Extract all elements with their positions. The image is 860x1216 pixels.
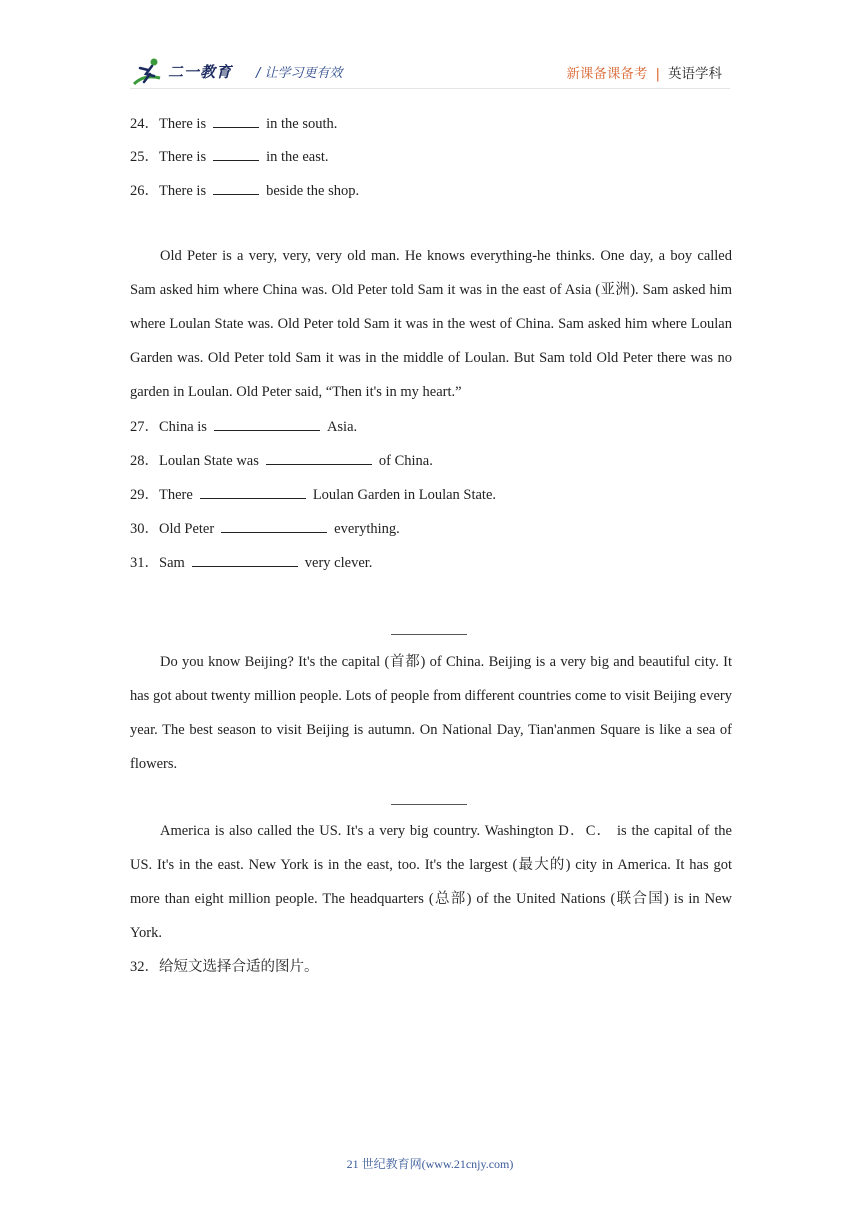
answer-blank[interactable] [214, 417, 320, 431]
question-25: 25．There is in the east. [130, 149, 329, 165]
answer-blank[interactable] [213, 147, 259, 161]
runner-logo-icon [130, 56, 170, 88]
answer-blank[interactable] [213, 181, 259, 195]
question-24: 24．There is in the south. [130, 116, 338, 132]
logo [130, 56, 250, 88]
question-30: 30．Old Peter everything. [130, 521, 400, 537]
passage-america: America is also called the US. It's a very big country. Washington D．C． is the capital of the US. It's in the east. New York is in the east, too. It's the largest (最大的) city in America. It has got more than eight million people. The headquarters (总部) of the United Nations (联合国) is in New York. [130, 823, 732, 941]
question-32: 32．给短文选择合适的图片。 [130, 959, 319, 975]
header-subject: 英语学科 [668, 66, 722, 82]
answer-blank[interactable] [213, 114, 259, 128]
header-right [566, 62, 722, 82]
page-footer: 21 世纪教育网(www.21cnjy.com) [346, 1157, 514, 1171]
question-28: 28．Loulan State was of China. [130, 453, 433, 469]
passage-old-peter: Old Peter is a very, very, very old man. He knows everything-he thinks. One day, a boy called Sam asked him where China was. Old Peter told Sam it was in the east of Asia (亚洲). Sam asked him where Loulan State was. Old Peter told Sam it was in the west of China. Sam asked him where Loulan Garden was. Old Peter told Sam it was in the middle of Loulan. But Sam told Old Peter there was no garden in Loulan. Old Peter said, “Then it's in my heart.” [130, 248, 732, 400]
passage-beijing: Do you know Beijing? It's the capital (首都) of China. Beijing is a very big and beautiful city. It has got about twenty million people. Lots of people from different countries come to visit Beijing every year. The best season to visit Beijing is autumn. On National Day, Tian'anmen Square is like a sea of flowers. [130, 654, 732, 772]
question-31: 31．Sam very clever. [130, 555, 373, 571]
passage-divider [391, 804, 467, 805]
header-tag-left: 新课备课备考 [566, 66, 648, 82]
answer-blank[interactable] [221, 519, 327, 533]
header-separator: | [655, 66, 660, 82]
page-header [130, 56, 730, 92]
header-divider [130, 88, 730, 89]
answer-blank[interactable] [200, 485, 306, 499]
answer-blank[interactable] [192, 553, 298, 567]
answer-blank[interactable] [266, 451, 372, 465]
question-26: 26．There is beside the shop. [130, 183, 360, 199]
slogan: / 让学习更有效 [256, 66, 343, 81]
question-29: 29．There Loulan Garden in Loulan State. [130, 487, 497, 503]
logo-text: 二一教育 [168, 63, 233, 81]
question-27: 27．China is Asia. [130, 419, 358, 435]
passage-divider [391, 634, 467, 635]
